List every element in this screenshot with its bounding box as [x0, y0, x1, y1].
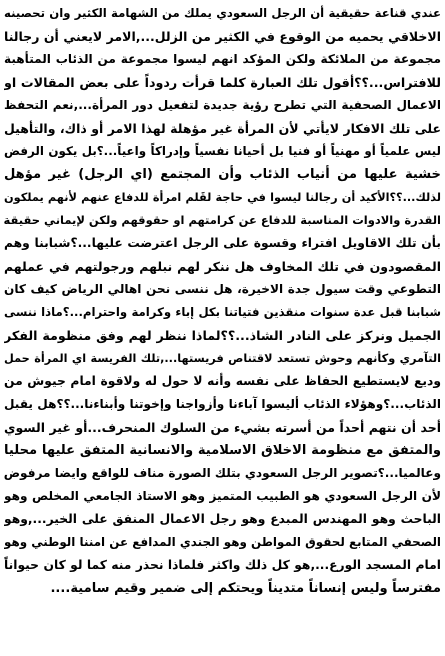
text-line: عندي قناعة حقيقية أن الرجل السعودي يملك من الشهامة الكثير وان تحصينه [4, 6, 441, 20]
text-line: مجموعة من الملائكة ولكن المؤكد انهم ليسوا مجموعة من الذئاب المتأهبة [4, 52, 441, 66]
article-body [4, 2, 441, 600]
text-line: لأن الرجل السعودي هو الطبيب المتميز وهو الاستاذ الجامعي المخلص وهو [4, 489, 441, 503]
text-line: التطوعي وقت سيول جدة الاخيرة، هل ننسى نحن اهالي الرياض كيف كان [4, 282, 441, 296]
text-line: الاخلاقي يحميه من الوقوع في الكثير من الزلل...,الامر لايعني أن رجالنا [4, 29, 441, 44]
text-line: لذلك...؟؟الأكيد أن رجالنا ليسوا في حاجة لقَلم امرأة للدفاع عنهم لأنهم يملكون [4, 191, 441, 204]
text-line: الاعمال الصحفية التي تطرح رؤية جديدة لتفعيل دور المرأة...,نعم التحفظ [4, 98, 441, 112]
text-line: المقصودون في تلك المخاوف هل ننكر لهم نبلهم ورجولتهم في عملهم [4, 259, 441, 274]
text-line: الباحث وهو المهندس المبدع وهو رجل الاعمال المنفق على الخير...,وهو [4, 512, 441, 526]
text-line: أحد أن نتهم أحداً من أسرته بشيء من السلوك المنحرف...أو غير السوي [4, 420, 441, 435]
text-line: للافتراس...؟؟أقول تلك العبارة كلما قرأت ردوداً على بعض المقالات او [4, 75, 441, 90]
text-line: وديع لايستطيع الحفاظ على نفسه وأنه لا حول له ولاقوة امام جيوش من [4, 374, 441, 388]
text-line: مفترساً وليس إنساناً متديناً ويحتكم إلى ضمير وقيم سامية.... [50, 581, 441, 596]
text-line: وعالميا...؟تصوير الرجل السعودي بتلك الصورة مناف للواقع وايضا مرفوض [4, 466, 441, 480]
text-line: امام المسجد الورع...,هو كل ذلك واكثر فلماذا نحذر منه كما لو كان حيواناً [4, 558, 441, 572]
text-line: القدرة والادوات المناسبة للدفاع عن كرامتهم او حقوقهم ولكن لإيماني حقيقة [4, 213, 441, 227]
text-line: الذئاب...؟وهؤلاء الذئاب أليسوا آباءنا وأزواجنا وإخوتنا وأبناءنا...؟؟هل يقبل [4, 397, 441, 411]
text-line: التآمري وكأنهم وحوش تستعد لاقتناص فريستها...,تلك الفريسة اي المرأة حمل [4, 352, 441, 365]
text-line: الصحفي المتابع لحقوق المواطن وهو الجندي المدافع عن امننا الوطني وهو [4, 535, 441, 549]
text-line: الجميل ونركز على النادر الشاذ...؟؟لماذا ننظر لهم وفق منظومة الفكر [4, 328, 441, 343]
text-line: بأن تلك الاقاويل افتراء وقسوة على الرجل اعترضت عليها...؟شبابنا وهم [4, 236, 441, 250]
text-line: ليس علمياً أو مهنياً أو فنيا بل أحيانا نفسياً وإدراكاً واعياً...؟بل يكون الرفض [4, 144, 441, 158]
text-line: على تلك الافكار لايأتي لأن المرأة غير مؤهلة لهذا الامر أو ذاك، والتأهيل [4, 121, 441, 136]
text-line: خشية عليها من أنياب الذئاب وأن المجتمع (اي الرجل) غير مؤهل [4, 167, 441, 182]
text-line: والمتفق مع منظومة الاخلاق الاسلامية والانسانية المتفق عليها محليا [4, 443, 441, 458]
text-line: شبابنا قبل عدة سنوات منقذين فتياتنا بكل إباء وكرامة واحترام...؟ماذا ننسى [4, 305, 441, 319]
